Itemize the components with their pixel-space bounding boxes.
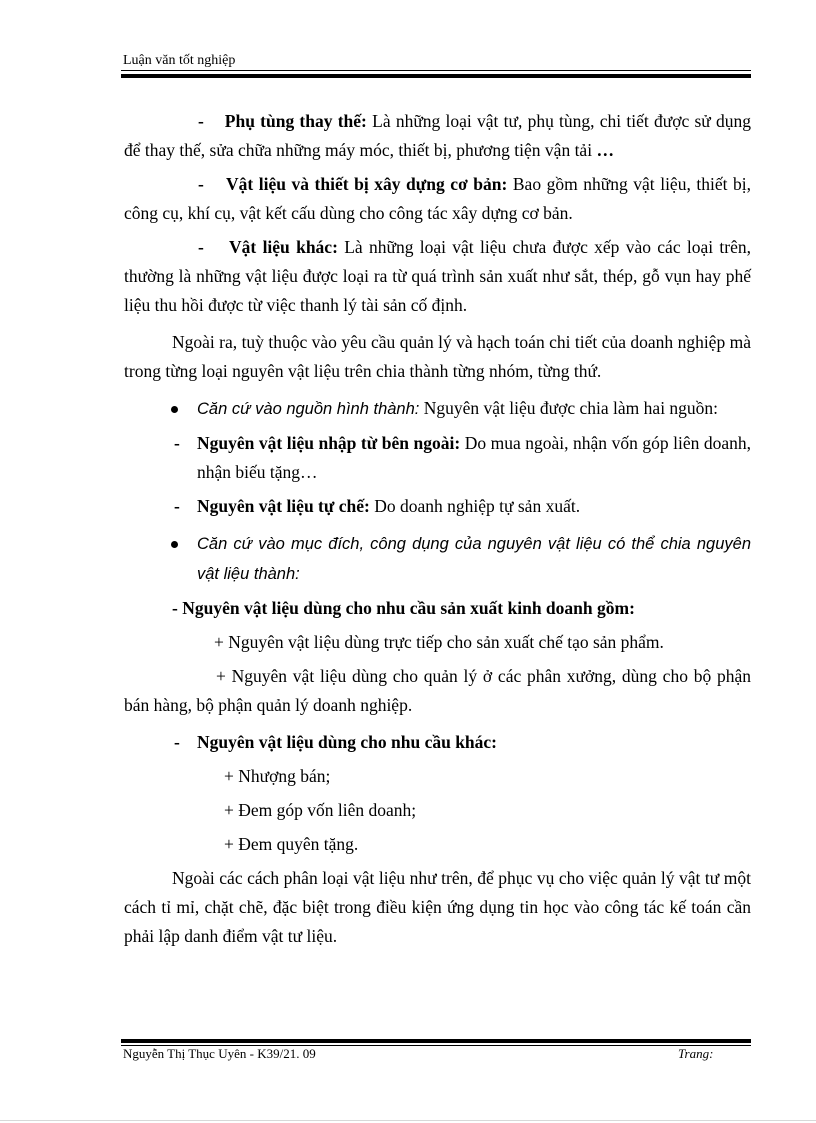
bullet-text: Nguyên vật liệu được chia làm hai nguồn: (419, 398, 719, 418)
list-item-other-needs (124, 728, 751, 757)
term-external-materials: Nguyên vật liệu nhập từ bên ngoài: (197, 433, 461, 453)
bullet-italic-text: Căn cứ vào nguồn hình thành: (197, 400, 420, 418)
definition-text: Bao gồm những vật liệu, thiết bị, công cụ, khí cụ, vật kết cấu dùng cho công tác xây dựng cơ bản. (124, 174, 751, 223)
list-marker: - (198, 237, 204, 257)
footer-author: Nguyễn Thị Thục Uyên - K39/21. 09 (123, 1046, 316, 1061)
bullet-source-classification (124, 394, 751, 424)
list-item-external-materials (124, 429, 751, 487)
paragraph-intro: Ngoài ra, tuỳ thuộc vào yêu cầu quản lý và hạch toán chi tiết của doanh nghiệp mà trong từng loại nguyên vật liệu trên chia thành từng nhóm, từng thứ. (124, 332, 751, 381)
header-rule-thin (121, 70, 751, 71)
footer-page-label: Trang: (678, 1046, 714, 1061)
definition-text: Là những loại vật liệu chưa được xếp vào các loại trên, thường là những vật liệu được loại ra từ quá trình sản xuất như sắt, thép, gỗ vụn hay phế liệu thu hồi được từ việc thanh lý tài sản cố định. (124, 237, 752, 315)
list-item-spare-parts (124, 107, 751, 165)
list-marker: - (198, 111, 204, 131)
sub-item-sale: + Nhượng bán; (224, 766, 331, 786)
term-other-materials: Vật liệu khác: (229, 237, 338, 257)
term-self-made-materials: Nguyên vật liệu tự chế: (197, 496, 370, 516)
document-body (124, 107, 751, 951)
page-header-title: Luận văn tốt nghiệp (123, 53, 236, 68)
definition-text: Là những loại vật tư, phụ tùng, chi tiết được sử dụng để thay thế, sửa chữa những máy móc, thiết bị, phương tiện vận tải (124, 111, 751, 160)
ellipsis: … (596, 140, 614, 160)
bullet-purpose-classification (124, 529, 751, 589)
header-rule-thick (121, 74, 751, 78)
definition-text: Do doanh nghiệp tự sản xuất. (369, 496, 581, 516)
footer-rule-thick (121, 1039, 751, 1043)
sub-item-management-use: + Nguyên vật liệu dùng cho quản lý ở các phân xưởng, dùng cho bộ phận bán hàng, bộ phận quản lý doanh nghiệp. (124, 666, 751, 715)
definition-text: Do mua ngoài, nhận vốn góp liên doanh, nhận biếu tặng… (197, 433, 751, 482)
term-construction-materials: Vật liệu và thiết bị xây dựng cơ bản: (226, 174, 508, 194)
list-marker: - (174, 433, 180, 453)
sub-item-donation: + Đem quyên tặng. (224, 834, 359, 854)
bullet-dot-icon (171, 406, 178, 413)
term-other-needs: Nguyên vật liệu dùng cho nhu cầu khác: (197, 732, 498, 752)
bullet-italic-text: Căn cứ vào mục đích, công dụng của nguyên vật liệu có thể chia nguyên vật liệu thành: (197, 535, 751, 583)
heading-text: - Nguyên vật liệu dùng cho nhu cầu sản xuất kinh doanh gồm: (172, 598, 635, 618)
heading-production-materials (124, 594, 751, 623)
page-edge-divider (0, 1120, 816, 1121)
list-item-construction-materials (124, 170, 751, 228)
paragraph-conclusion: Ngoài các cách phân loại vật liệu như trên, để phục vụ cho việc quản lý vật tư một cách tỉ mỉ, chặt chẽ, đặc biệt trong điều kiện ứng dụng tin học vào công tác kế toán cần phải lập danh điểm vật tư liệu. (124, 868, 751, 946)
sub-item-joint-venture: + Đem góp vốn liên doanh; (224, 800, 417, 820)
list-item-self-made-materials (124, 492, 751, 521)
sub-item-direct-production: + Nguyên vật liệu dùng trực tiếp cho sản xuất chế tạo sản phẩm. (214, 632, 664, 652)
list-marker: - (174, 732, 180, 752)
list-item-other-materials (124, 233, 751, 320)
list-marker: - (198, 174, 204, 194)
term-spare-parts: Phụ tùng thay thế: (224, 111, 367, 131)
bullet-dot-icon (171, 541, 178, 548)
list-marker: - (174, 496, 180, 516)
